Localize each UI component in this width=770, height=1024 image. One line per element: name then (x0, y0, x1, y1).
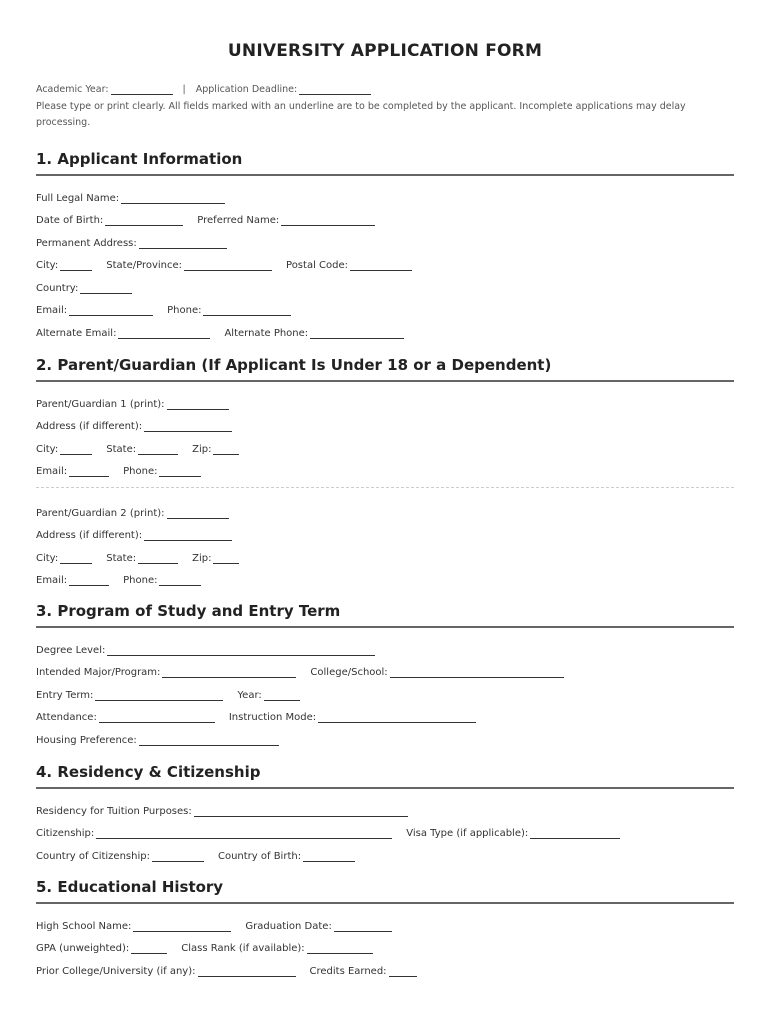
field-prior-college[interactable] (198, 965, 296, 977)
section-education (36, 878, 734, 977)
field-major[interactable] (162, 666, 296, 678)
field-g1-zip[interactable] (213, 443, 239, 455)
form-title: UNIVERSITY APPLICATION FORM (227, 41, 543, 61)
label-housing: Housing Preference: (36, 734, 137, 746)
label-g2-address: Address (if different): (36, 530, 143, 541)
field-g2-name[interactable] (167, 507, 229, 519)
label-phone: Phone: (167, 305, 202, 316)
row-citizenship (36, 817, 734, 840)
section-guardian (36, 356, 734, 586)
academic-year-field[interactable] (111, 83, 173, 95)
label-g1-address: Address (if different): (36, 421, 143, 432)
field-g1-phone[interactable] (159, 465, 201, 477)
label-country-cit: Country of Citizenship: (36, 850, 150, 862)
label-g2-phone: Phone: (123, 575, 158, 586)
field-country[interactable] (80, 282, 132, 294)
field-residency[interactable] (194, 805, 408, 817)
label-g2-email: Email: (36, 575, 68, 586)
label-prior-college: Prior College/University (if any): (36, 965, 196, 977)
field-credits[interactable] (389, 965, 417, 977)
label-g1-state: State: (106, 443, 137, 455)
label-attendance: Attendance: (36, 712, 97, 723)
row-country-cit (36, 839, 734, 862)
section-residency (36, 763, 734, 862)
section-program (36, 602, 734, 746)
label-address: Permanent Address: (36, 237, 137, 249)
label-g1-phone: Phone: (123, 466, 158, 477)
meta-line (36, 83, 734, 95)
field-full-name[interactable] (121, 192, 225, 204)
row-g2-email (36, 564, 734, 587)
label-visa: Visa Type (if applicable): (406, 828, 529, 839)
label-city: City: (36, 260, 59, 271)
instructions: Please type or print clearly. All fields marked with an underline are to be completed by the applicant. Incomplete applications may delay processing. (36, 101, 686, 128)
field-city[interactable] (60, 259, 92, 271)
row-entry-term (36, 678, 734, 701)
label-alt-phone: Alternate Phone: (224, 327, 309, 339)
label-credits: Credits Earned: (309, 965, 387, 977)
field-g1-address[interactable] (144, 420, 232, 432)
field-g1-state[interactable] (138, 443, 178, 455)
row-full-name (36, 181, 734, 204)
row-degree (36, 633, 734, 656)
field-college[interactable] (390, 666, 564, 678)
label-g1-email: Email: (36, 466, 68, 477)
field-g1-email[interactable] (69, 465, 109, 477)
field-g2-city[interactable] (60, 552, 92, 564)
label-full-name: Full Legal Name: (36, 192, 120, 204)
row-hs-name (36, 909, 734, 932)
row-major (36, 656, 734, 679)
label-g1-zip: Zip: (192, 443, 212, 455)
field-year[interactable] (264, 689, 300, 701)
label-g2-state: State: (106, 552, 137, 564)
field-dob[interactable] (105, 214, 183, 226)
row-g2-city (36, 541, 734, 564)
field-visa[interactable] (530, 827, 620, 839)
field-g1-name[interactable] (167, 398, 229, 410)
field-housing[interactable] (139, 734, 279, 746)
label-g2-zip: Zip: (192, 552, 212, 564)
row-prior-college (36, 954, 734, 977)
label-college: College/School: (310, 667, 388, 678)
field-citizenship[interactable] (96, 827, 392, 839)
field-alt-email[interactable] (118, 327, 210, 339)
label-preferred-name: Preferred Name: (197, 215, 280, 226)
row-alt-email (36, 316, 734, 339)
label-degree: Degree Level: (36, 644, 106, 656)
field-attendance[interactable] (99, 711, 215, 723)
label-year: Year: (237, 689, 262, 701)
field-address[interactable] (139, 237, 227, 249)
label-hs-name: High School Name: (36, 920, 132, 932)
label-g2-name: Parent/Guardian 2 (print): (36, 507, 165, 519)
field-g2-phone[interactable] (159, 574, 201, 586)
field-g1-city[interactable] (60, 443, 92, 455)
row-attendance (36, 701, 734, 724)
field-country-birth[interactable] (303, 850, 355, 862)
row-residency (36, 794, 734, 817)
section-title-education: 5. Educational History (36, 878, 734, 904)
row-dob (36, 204, 734, 227)
row-g2-address (36, 519, 734, 542)
field-phone[interactable] (203, 304, 291, 316)
field-country-cit[interactable] (152, 850, 204, 862)
label-grad-date: Graduation Date: (245, 920, 332, 932)
field-postal[interactable] (350, 259, 412, 271)
section-title-program: 3. Program of Study and Entry Term (36, 602, 734, 628)
label-country-birth: Country of Birth: (217, 850, 302, 862)
label-citizenship: Citizenship: (36, 828, 95, 839)
row-g1-city (36, 432, 734, 455)
row-address (36, 226, 734, 249)
label-entry-term: Entry Term: (36, 689, 94, 701)
deadline-label: Application Deadline: (195, 83, 298, 95)
label-email: Email: (36, 305, 68, 316)
field-g2-zip[interactable] (213, 552, 239, 564)
field-instruction[interactable] (318, 711, 476, 723)
field-email[interactable] (69, 304, 153, 316)
field-rank[interactable] (307, 942, 373, 954)
section-applicant (36, 150, 734, 339)
row-country (36, 271, 734, 294)
label-g1-city: City: (36, 443, 59, 455)
row-g1-name (36, 387, 734, 410)
academic-year-label: Academic Year: (36, 83, 109, 95)
row-city (36, 249, 734, 272)
field-g2-address[interactable] (144, 529, 232, 541)
label-alt-email: Alternate Email: (36, 327, 117, 339)
guardian-divider (36, 487, 734, 488)
label-major: Intended Major/Program: (36, 667, 161, 678)
field-gpa[interactable] (131, 942, 167, 954)
label-g2-city: City: (36, 552, 59, 564)
section-title-residency: 4. Residency & Citizenship (36, 763, 734, 789)
section-title-applicant: 1. Applicant Information (36, 150, 734, 176)
row-g1-address (36, 410, 734, 433)
field-state[interactable] (184, 259, 272, 271)
label-postal: Postal Code: (286, 260, 348, 271)
separator: | (182, 83, 186, 95)
field-entry-term[interactable] (95, 689, 223, 701)
label-residency: Residency for Tuition Purposes: (36, 805, 192, 817)
label-rank: Class Rank (if available): (181, 943, 305, 954)
field-hs-name[interactable] (133, 920, 231, 932)
row-housing (36, 723, 734, 746)
label-instruction: Instruction Mode: (228, 712, 317, 723)
section-title-guardian: 2. Parent/Guardian (If Applicant Is Under 18 or a Dependent) (36, 356, 734, 382)
row-gpa (36, 932, 734, 955)
row-email (36, 294, 734, 317)
field-degree[interactable] (107, 644, 375, 656)
label-gpa: GPA (unweighted): (36, 943, 130, 954)
label-dob: Date of Birth: (36, 215, 104, 226)
deadline-field[interactable] (299, 83, 371, 95)
field-grad-date[interactable] (334, 920, 392, 932)
field-alt-phone[interactable] (310, 327, 404, 339)
label-state: State/Province: (106, 260, 183, 271)
row-g2-name (36, 496, 734, 519)
row-g1-email (36, 455, 734, 478)
field-g2-email[interactable] (69, 574, 109, 586)
label-country: Country: (36, 282, 79, 294)
field-preferred-name[interactable] (281, 214, 375, 226)
label-g1-name: Parent/Guardian 1 (print): (36, 398, 165, 410)
application-form (0, 0, 770, 131)
field-g2-state[interactable] (138, 552, 178, 564)
